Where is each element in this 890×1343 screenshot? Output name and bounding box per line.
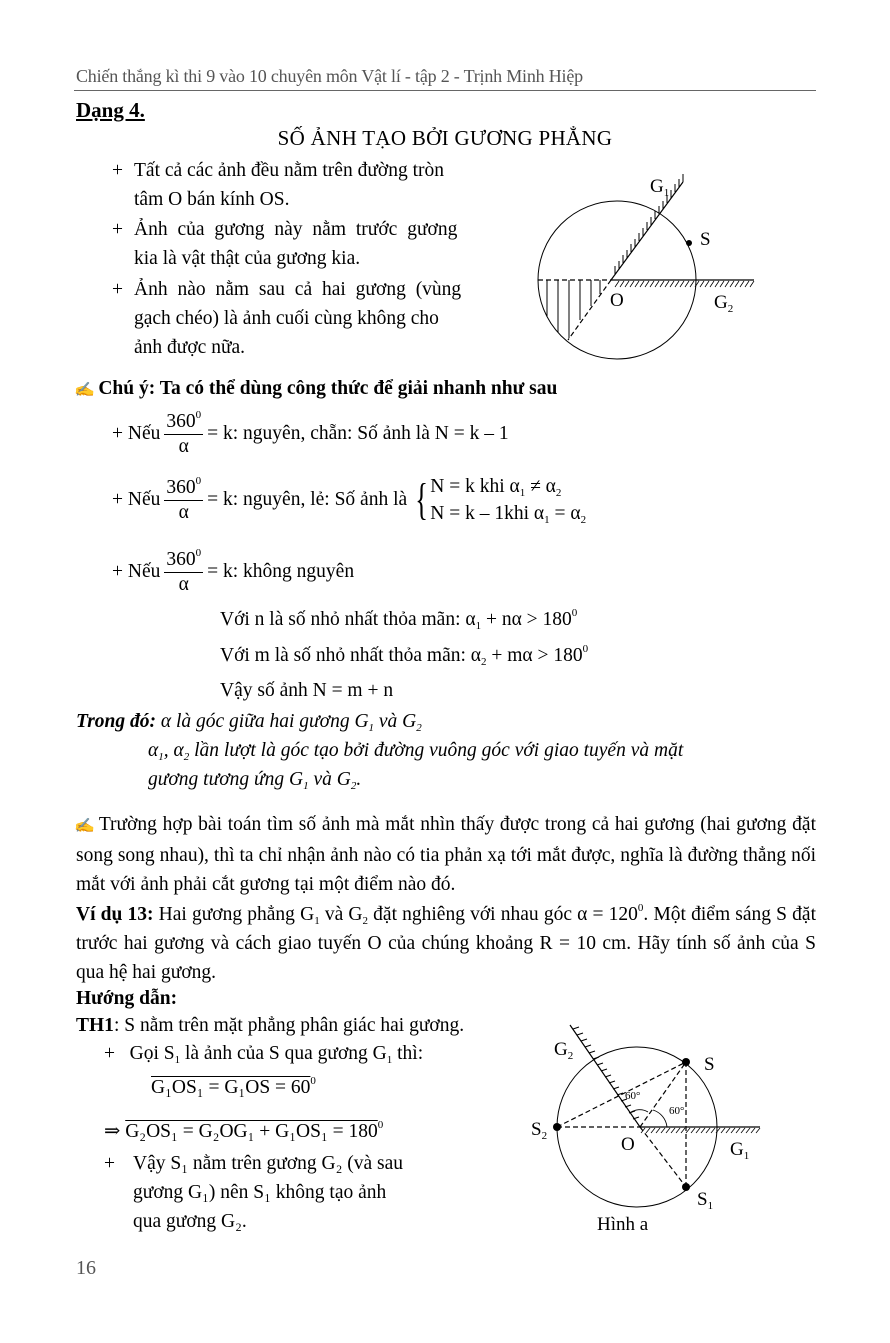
remark-text: Trường hợp bài toán tìm số ảnh mà mắt nhìn thấy được trong cả hai gương (hai gương đặt song song nhau), thì ta chỉ nhận ảnh nào có tia phản xạ tới mắt được, nghĩa là đường thẳng nối mắt với ảnh phải cắt gương tại một điểm nào đó. xyxy=(76,814,816,895)
plus-marker: + xyxy=(112,489,128,510)
guide-heading: Hướng dẫn: xyxy=(76,988,178,1009)
label-s: S xyxy=(700,229,711,250)
if-word: Nếu xyxy=(127,423,161,444)
label-s2: $S_2$ xyxy=(531,1119,548,1142)
angle-arc-2 xyxy=(653,1110,667,1127)
label-g2: $G_2$ xyxy=(554,1039,574,1062)
section-title: SỐ ẢNH TẠO BỞI GƯƠNG PHẲNG xyxy=(277,126,613,150)
definition-line-1: Trong đó: α là góc giữa hai gương $G_1$ và $G_2$ xyxy=(76,711,422,734)
bullet-text: Ảnh nào nằm sau cả hai gương (vùng xyxy=(134,279,462,300)
th1-bullet-2-marker: + xyxy=(104,1153,115,1174)
note-text: Chú ý: Ta có thể dùng công thức để giải nhanh như sau xyxy=(98,378,558,399)
case-nonint-text: : không nguyên xyxy=(232,561,355,582)
figure-two-mirrors xyxy=(520,160,770,375)
example-paragraph: Ví dụ 13: Hai gương phẳng $G_1$ và $G_2$ đặt nghiêng với nhau góc $\alpha = 120^0$. Một điểm sáng S đặt trước hai gương và cách giao tuyến O của chúng khoảng R = 10 cm. Hãy tính số ảnh của S qua hệ hai gương. xyxy=(76,902,816,983)
bullet-text: tâm O bán kính OS. xyxy=(134,189,290,210)
point-s2 xyxy=(553,1123,561,1131)
bullet-marker: + xyxy=(112,160,123,181)
label-g1: $G_1$ xyxy=(730,1139,750,1162)
pen-icon: ✍ xyxy=(74,383,96,398)
label-s: S xyxy=(704,1054,715,1075)
th1-bullet-2: Vậy S₁ nằm trên gương G₂ (và sau xyxy=(133,1153,404,1174)
plus-marker: + xyxy=(112,561,128,582)
definition-line-3: gương tương ứng $G_1$ và $G_2$. xyxy=(148,769,362,792)
bullet-marker: + xyxy=(112,219,123,240)
pen-icon: ✍ xyxy=(74,819,96,834)
running-header: Chiến thắng kì thi 9 vào 10 chuyên môn Vật lí - tập 2 - Trịnh Minh Hiệp xyxy=(76,66,583,86)
case-odd-text: : nguyên, lẻ: Số ảnh là xyxy=(232,489,408,510)
formula-case-nonint: + Nếu $\frac{360^0}{\alpha}$ = k : không nguyên xyxy=(112,546,355,595)
cases: N = k khi $\alpha_1 \ne \alpha_2$ N = k – 1khi $\alpha_1 = \alpha_2$ xyxy=(430,476,587,526)
th1-line: TH1: S nằm trên mặt phẳng phân giác hai gương. xyxy=(76,1015,465,1036)
bullet-marker: + xyxy=(112,279,123,300)
formula-case-odd: + Nếu $\frac{360^0}{\alpha}$ = k : nguyên, lẻ: Số ảnh là { N = k khi $\alpha_1 \ne \alpha_2$ N = k – 1khi $\alpha_1 = \alpha_2$ xyxy=(112,474,587,526)
mirror-g2 xyxy=(570,1025,640,1127)
label-s1: $S_1$ xyxy=(697,1189,714,1212)
th1-bullet-1: + Gọi $S_1$ là ảnh của S qua gương $G_1$ thì: xyxy=(104,1043,424,1066)
bullet-text: gạch chéo) là ảnh cuối cùng không cho xyxy=(134,308,439,329)
example-label: Ví dụ 13: xyxy=(76,904,154,925)
g1-extension xyxy=(568,280,611,340)
mirror-g1-hatch xyxy=(641,1128,760,1133)
header-rule xyxy=(74,90,816,91)
fraction: $\frac{360^0}{\alpha}$ xyxy=(166,474,202,523)
th1-bullet-2: gương G₁) nên S₁ không tạo ảnh xyxy=(133,1182,387,1203)
page-number: 16 xyxy=(76,1257,96,1279)
condition-m: Với m là số nhỏ nhất thỏa mãn: $\alpha_2 + m\alpha > 180^0$ xyxy=(220,643,589,668)
section-label: Dạng 4. xyxy=(76,98,145,122)
fraction: $\frac{360^0}{\alpha}$ xyxy=(166,408,202,457)
angle-label-2: 60° xyxy=(669,1105,685,1117)
equation-angle-1: $G_1OS_1 = G_1OS = 60^0$ xyxy=(151,1075,316,1098)
case-even-text: : nguyên, chẵn: Số ảnh là N = k – 1 xyxy=(232,423,509,444)
formula-case-even: + Nếu $\frac{360^0}{\alpha}$ = k : nguyên, chẵn: Số ảnh là N = k – 1 xyxy=(112,408,509,457)
bullet-text: ảnh được nữa. xyxy=(134,337,246,358)
mirror-g2-hatch xyxy=(573,1027,639,1119)
label-g2: $G_2$ xyxy=(714,292,734,315)
mirror-g1 xyxy=(611,182,683,280)
equation-angle-2: ⇒ $G_2OS_1 = G_2OG_1 + G_1OS_1 = 180^0$ xyxy=(104,1119,384,1142)
point-s1 xyxy=(682,1183,690,1191)
fraction: $\frac{360^0}{\alpha}$ xyxy=(166,546,202,595)
th1-bullet-2: qua gương G₂. xyxy=(133,1211,247,1232)
condition-n: Với n là số nhỏ nhất thỏa mãn: $\alpha_1 + n\alpha > 180^0$ xyxy=(220,607,578,632)
definition-line-2: $\alpha_1$, $\alpha_2$ lần lượt là góc tạo bởi đường vuông góc với giao tuyến và mặt xyxy=(148,740,684,763)
label-g1: $G_1$ xyxy=(650,176,670,199)
figure-caption: Hình a xyxy=(597,1214,649,1235)
label-o: O xyxy=(621,1134,635,1155)
bullet-text: Tất cả các ảnh đều nằm trên đường tròn xyxy=(134,160,445,181)
bullet-text: Ảnh của gương này nằm trước gương xyxy=(134,219,458,240)
point-s xyxy=(686,240,692,246)
remark-paragraph xyxy=(76,810,816,899)
angle-arc-1 xyxy=(630,1110,648,1113)
label-o: O xyxy=(610,290,624,311)
note-line xyxy=(76,378,557,400)
total-images: Vậy số ảnh N = m + n xyxy=(220,680,394,701)
mirror-g2-hatch xyxy=(615,281,754,287)
figure-hinh-a xyxy=(525,1015,775,1245)
angle-label-1: 60° xyxy=(625,1090,641,1102)
point-s xyxy=(682,1058,690,1066)
brace: { xyxy=(415,475,429,524)
bullet-text: kia là vật thật của gương kia. xyxy=(134,248,361,269)
plus-marker: + xyxy=(112,423,128,444)
